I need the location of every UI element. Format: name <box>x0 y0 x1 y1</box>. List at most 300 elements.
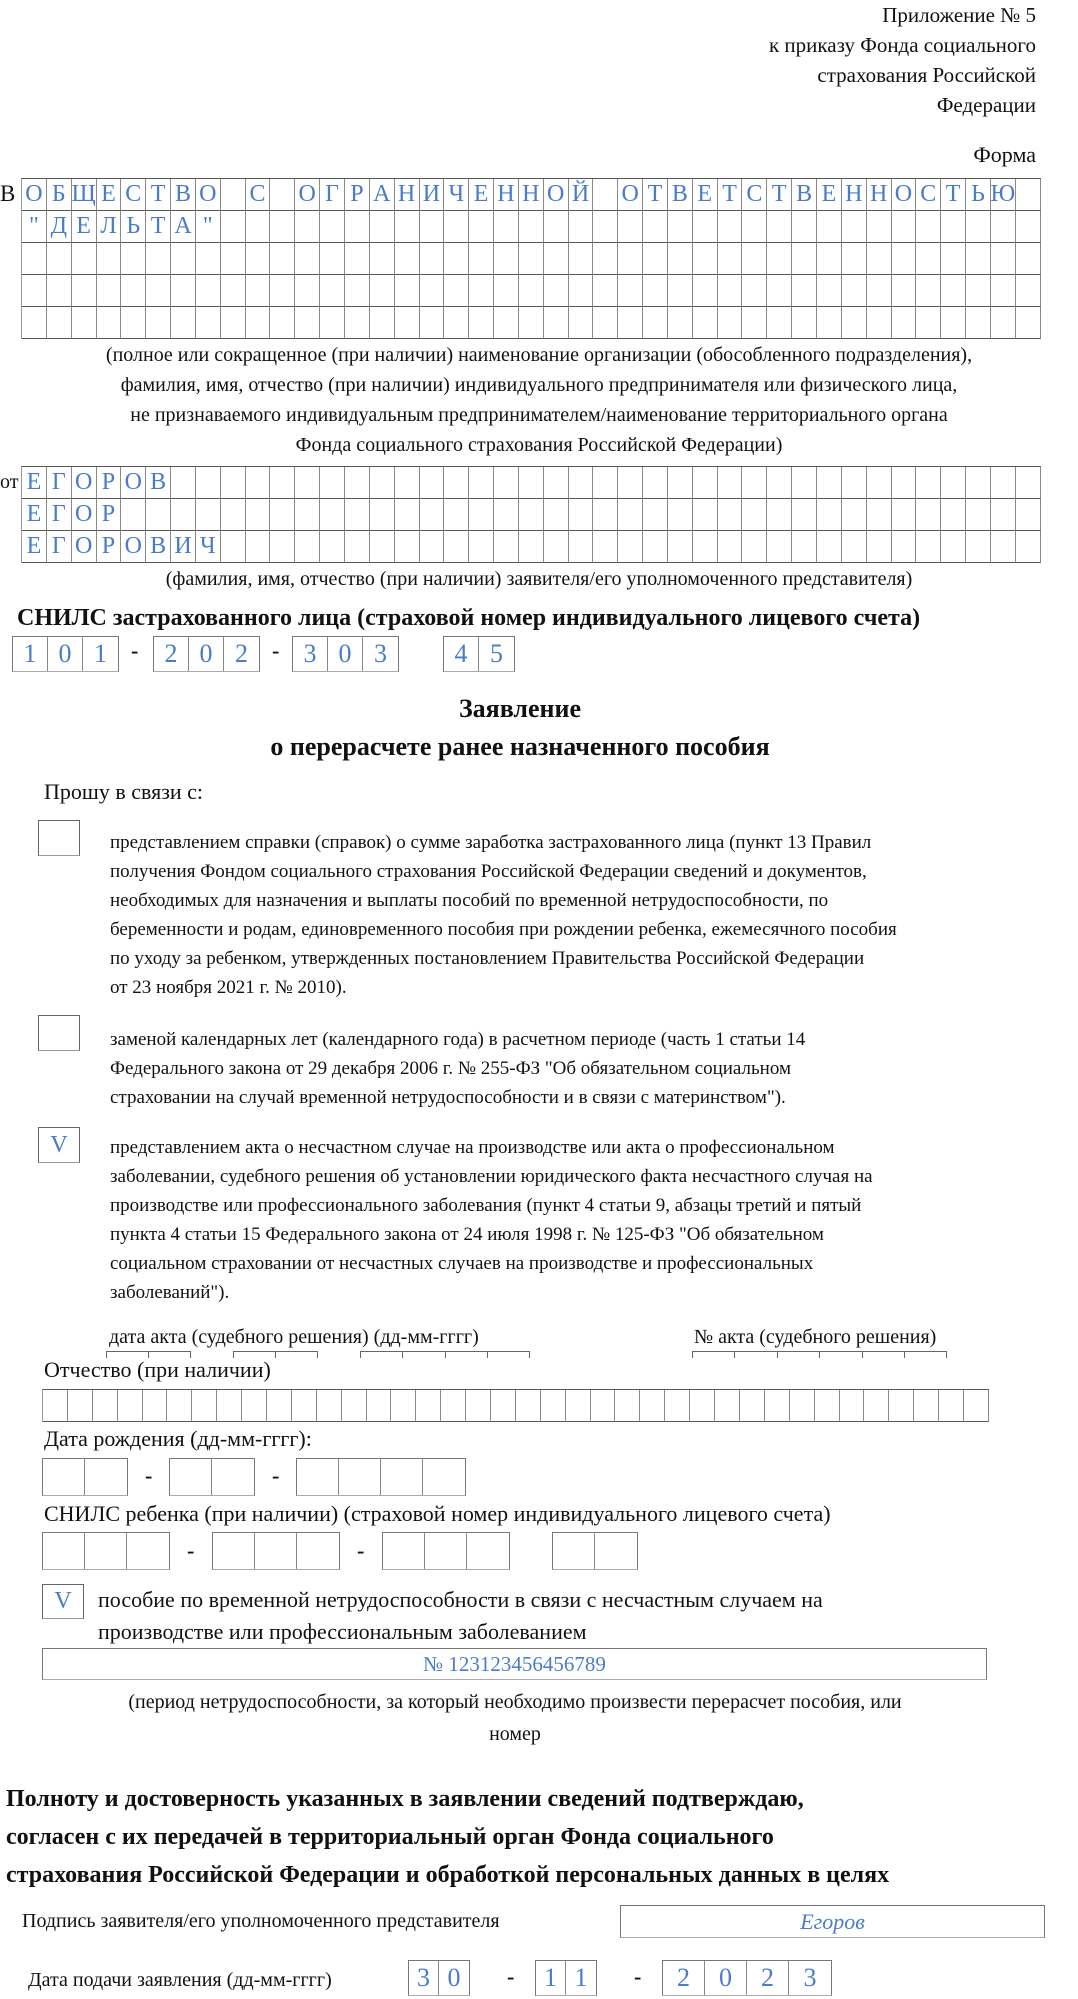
letter-cell[interactable] <box>790 1390 815 1422</box>
letter-cell[interactable] <box>966 275 991 307</box>
letter-cell[interactable] <box>196 467 221 499</box>
letter-cell[interactable] <box>270 531 295 563</box>
option-1-checkbox[interactable] <box>38 820 80 856</box>
letter-cell[interactable] <box>295 211 320 243</box>
letter-cell[interactable] <box>892 211 917 243</box>
recipient-name-grid[interactable] <box>21 178 1041 339</box>
letter-cell[interactable]: В <box>146 467 171 499</box>
letter-cell[interactable]: О <box>544 179 569 211</box>
letter-cell[interactable] <box>221 307 246 339</box>
letter-cell[interactable] <box>72 243 97 275</box>
letter-cell[interactable] <box>668 243 693 275</box>
letter-cell[interactable] <box>569 275 594 307</box>
letter-cell[interactable] <box>593 211 618 243</box>
letter-cell[interactable] <box>441 1390 466 1422</box>
letter-cell[interactable] <box>196 243 221 275</box>
letter-cell[interactable] <box>792 243 817 275</box>
letter-cell[interactable] <box>494 499 519 531</box>
letter-cell[interactable]: Т <box>146 211 171 243</box>
letter-cell[interactable] <box>370 243 395 275</box>
letter-cell[interactable] <box>668 499 693 531</box>
letter-cell[interactable] <box>693 499 718 531</box>
submission-month-boxes[interactable] <box>535 1960 597 1996</box>
letter-cell[interactable] <box>991 467 1016 499</box>
letter-cell[interactable] <box>246 275 271 307</box>
letter-cell[interactable] <box>792 307 817 339</box>
letter-cell[interactable] <box>221 243 246 275</box>
letter-cell[interactable] <box>295 243 320 275</box>
letter-cell[interactable] <box>444 499 469 531</box>
letter-cell[interactable] <box>395 531 420 563</box>
letter-cell[interactable] <box>767 307 792 339</box>
letter-cell[interactable] <box>991 243 1016 275</box>
letter-cell[interactable] <box>171 467 196 499</box>
letter-cell[interactable] <box>867 275 892 307</box>
letter-cell[interactable]: В <box>171 179 196 211</box>
child-snils-group-2[interactable] <box>212 1532 340 1570</box>
letter-cell[interactable] <box>395 211 420 243</box>
letter-cell[interactable]: Б <box>47 179 72 211</box>
letter-cell[interactable] <box>47 243 72 275</box>
letter-cell[interactable] <box>792 211 817 243</box>
letter-cell[interactable] <box>966 467 991 499</box>
letter-cell[interactable]: О <box>121 467 146 499</box>
letter-cell[interactable] <box>395 275 420 307</box>
letter-cell[interactable] <box>342 1390 367 1422</box>
letter-cell[interactable] <box>491 1390 516 1422</box>
letter-cell[interactable] <box>370 531 395 563</box>
letter-cell[interactable] <box>519 499 544 531</box>
applicant-name-grid[interactable] <box>21 466 1041 563</box>
letter-cell[interactable] <box>840 1390 865 1422</box>
letter-cell[interactable] <box>43 1390 68 1422</box>
letter-cell[interactable]: С <box>246 179 271 211</box>
letter-cell[interactable] <box>643 307 668 339</box>
letter-cell[interactable] <box>221 211 246 243</box>
letter-cell[interactable] <box>519 275 544 307</box>
letter-cell[interactable] <box>320 243 345 275</box>
letter-cell[interactable] <box>618 531 643 563</box>
letter-cell[interactable] <box>192 1390 217 1422</box>
letter-cell[interactable]: А <box>171 211 196 243</box>
letter-cell[interactable] <box>593 275 618 307</box>
letter-cell[interactable] <box>593 243 618 275</box>
letter-cell[interactable] <box>569 307 594 339</box>
letter-cell[interactable] <box>591 1390 616 1422</box>
letter-cell[interactable] <box>22 275 47 307</box>
letter-cell[interactable]: О <box>618 179 643 211</box>
letter-cell[interactable] <box>1016 243 1041 275</box>
letter-cell[interactable]: Е <box>72 211 97 243</box>
letter-cell[interactable] <box>320 211 345 243</box>
letter-cell[interactable] <box>991 499 1016 531</box>
letter-cell[interactable] <box>494 307 519 339</box>
letter-cell[interactable]: Е <box>693 179 718 211</box>
letter-cell[interactable] <box>221 179 246 211</box>
letter-cell[interactable] <box>643 499 668 531</box>
letter-cell[interactable] <box>221 499 246 531</box>
letter-cell[interactable] <box>867 467 892 499</box>
letter-cell[interactable] <box>817 499 842 531</box>
letter-cell[interactable] <box>391 1390 416 1422</box>
letter-cell[interactable]: Г <box>320 179 345 211</box>
letter-cell[interactable] <box>121 499 146 531</box>
letter-cell[interactable] <box>519 531 544 563</box>
letter-cell[interactable] <box>643 531 668 563</box>
letter-cell[interactable] <box>718 531 743 563</box>
letter-cell[interactable]: Т <box>941 179 966 211</box>
letter-cell[interactable] <box>742 211 767 243</box>
letter-cell[interactable] <box>742 531 767 563</box>
letter-cell[interactable] <box>867 531 892 563</box>
letter-cell[interactable] <box>345 499 370 531</box>
letter-cell[interactable]: А <box>370 179 395 211</box>
letter-cell[interactable] <box>118 1390 143 1422</box>
letter-cell[interactable] <box>519 307 544 339</box>
letter-cell[interactable] <box>420 467 445 499</box>
letter-cell[interactable] <box>345 275 370 307</box>
letter-cell[interactable] <box>966 531 991 563</box>
letter-cell[interactable] <box>718 467 743 499</box>
letter-cell[interactable] <box>817 531 842 563</box>
letter-cell[interactable] <box>494 211 519 243</box>
letter-cell[interactable] <box>345 307 370 339</box>
letter-cell[interactable]: Ч <box>444 179 469 211</box>
letter-cell[interactable]: О <box>196 179 221 211</box>
letter-cell[interactable] <box>792 499 817 531</box>
letter-cell[interactable] <box>171 275 196 307</box>
letter-cell[interactable] <box>668 211 693 243</box>
letter-cell[interactable]: О <box>295 179 320 211</box>
letter-cell[interactable] <box>693 467 718 499</box>
letter-cell[interactable] <box>317 1390 342 1422</box>
submission-year-boxes[interactable] <box>662 1960 832 1996</box>
letter-cell[interactable] <box>916 243 941 275</box>
letter-cell[interactable] <box>544 211 569 243</box>
letter-cell[interactable] <box>966 243 991 275</box>
letter-cell[interactable] <box>668 307 693 339</box>
letter-cell[interactable] <box>618 275 643 307</box>
letter-cell[interactable] <box>593 467 618 499</box>
letter-cell[interactable]: " <box>22 211 47 243</box>
letter-cell[interactable]: Р <box>97 467 122 499</box>
letter-cell[interactable] <box>842 467 867 499</box>
letter-cell[interactable] <box>444 307 469 339</box>
letter-cell[interactable] <box>146 243 171 275</box>
snils-group-3[interactable] <box>292 636 399 672</box>
letter-cell[interactable] <box>618 499 643 531</box>
letter-cell[interactable]: Н <box>519 179 544 211</box>
letter-cell[interactable] <box>693 307 718 339</box>
letter-cell[interactable] <box>742 243 767 275</box>
letter-cell[interactable] <box>792 275 817 307</box>
letter-cell[interactable] <box>469 211 494 243</box>
letter-cell[interactable] <box>618 211 643 243</box>
letter-cell[interactable]: Ь <box>121 211 146 243</box>
letter-cell[interactable]: Е <box>22 467 47 499</box>
letter-cell[interactable] <box>370 211 395 243</box>
letter-cell[interactable] <box>718 211 743 243</box>
letter-cell[interactable] <box>72 307 97 339</box>
letter-cell[interactable] <box>842 243 867 275</box>
letter-cell[interactable] <box>842 211 867 243</box>
signature-field[interactable] <box>620 1905 1045 1938</box>
letter-cell[interactable] <box>1016 211 1041 243</box>
letter-cell[interactable] <box>242 1390 267 1422</box>
letter-cell[interactable]: О <box>72 531 97 563</box>
letter-cell[interactable] <box>544 467 569 499</box>
letter-cell[interactable]: Т <box>643 179 668 211</box>
letter-cell[interactable] <box>966 499 991 531</box>
letter-cell[interactable] <box>718 499 743 531</box>
letter-cell[interactable] <box>345 467 370 499</box>
letter-cell[interactable] <box>916 211 941 243</box>
letter-cell[interactable]: Н <box>395 179 420 211</box>
letter-cell[interactable] <box>516 1390 541 1422</box>
option-2-checkbox[interactable] <box>38 1015 80 1051</box>
letter-cell[interactable] <box>569 531 594 563</box>
letter-cell[interactable] <box>420 211 445 243</box>
letter-cell[interactable]: Р <box>345 179 370 211</box>
letter-cell[interactable]: Ю <box>991 179 1016 211</box>
letter-cell[interactable] <box>892 275 917 307</box>
letter-cell[interactable] <box>941 307 966 339</box>
letter-cell[interactable]: Р <box>97 499 122 531</box>
letter-cell[interactable] <box>444 211 469 243</box>
letter-cell[interactable]: Й <box>569 179 594 211</box>
birth-year-boxes[interactable] <box>296 1458 466 1496</box>
letter-cell[interactable] <box>867 243 892 275</box>
letter-cell[interactable] <box>221 531 246 563</box>
letter-cell[interactable] <box>469 275 494 307</box>
letter-cell[interactable] <box>892 499 917 531</box>
letter-cell[interactable]: Т <box>767 179 792 211</box>
letter-cell[interactable] <box>420 275 445 307</box>
letter-cell[interactable] <box>742 307 767 339</box>
letter-cell[interactable] <box>914 1390 939 1422</box>
letter-cell[interactable] <box>842 275 867 307</box>
letter-cell[interactable] <box>469 243 494 275</box>
letter-cell[interactable] <box>864 1390 889 1422</box>
letter-cell[interactable] <box>939 1390 964 1422</box>
birth-day-boxes[interactable] <box>42 1458 128 1496</box>
letter-cell[interactable] <box>444 275 469 307</box>
letter-cell[interactable] <box>643 243 668 275</box>
letter-cell[interactable] <box>618 307 643 339</box>
letter-cell[interactable]: О <box>892 179 917 211</box>
letter-cell[interactable] <box>246 467 271 499</box>
letter-cell[interactable] <box>292 1390 317 1422</box>
snils-group-1[interactable] <box>12 636 119 672</box>
letter-cell[interactable] <box>668 275 693 307</box>
letter-cell[interactable] <box>295 531 320 563</box>
letter-cell[interactable] <box>270 499 295 531</box>
letter-cell[interactable] <box>97 275 122 307</box>
letter-cell[interactable] <box>941 531 966 563</box>
letter-cell[interactable] <box>47 275 72 307</box>
letter-cell[interactable] <box>544 275 569 307</box>
letter-cell[interactable] <box>22 307 47 339</box>
letter-cell[interactable] <box>941 211 966 243</box>
letter-cell[interactable] <box>842 499 867 531</box>
letter-cell[interactable] <box>964 1390 989 1422</box>
letter-cell[interactable] <box>121 275 146 307</box>
letter-cell[interactable] <box>345 531 370 563</box>
letter-cell[interactable]: В <box>792 179 817 211</box>
letter-cell[interactable] <box>217 1390 242 1422</box>
letter-cell[interactable]: Р <box>97 531 122 563</box>
letter-cell[interactable] <box>246 531 271 563</box>
letter-cell[interactable]: Е <box>817 179 842 211</box>
letter-cell[interactable] <box>767 499 792 531</box>
letter-cell[interactable]: Е <box>22 499 47 531</box>
child-patronymic-grid[interactable] <box>42 1389 989 1422</box>
letter-cell[interactable] <box>196 275 221 307</box>
letter-cell[interactable] <box>143 1390 168 1422</box>
letter-cell[interactable] <box>519 211 544 243</box>
letter-cell[interactable] <box>618 467 643 499</box>
letter-cell[interactable] <box>68 1390 93 1422</box>
letter-cell[interactable] <box>718 275 743 307</box>
letter-cell[interactable] <box>566 1390 591 1422</box>
benefit-period-field[interactable] <box>42 1648 987 1680</box>
letter-cell[interactable] <box>991 531 1016 563</box>
letter-cell[interactable]: И <box>171 531 196 563</box>
letter-cell[interactable] <box>1016 467 1041 499</box>
letter-cell[interactable] <box>93 1390 118 1422</box>
snils-group-4[interactable] <box>443 636 515 672</box>
letter-cell[interactable] <box>221 467 246 499</box>
letter-cell[interactable] <box>270 307 295 339</box>
letter-cell[interactable]: В <box>668 179 693 211</box>
letter-cell[interactable]: Л <box>97 211 122 243</box>
letter-cell[interactable] <box>444 531 469 563</box>
letter-cell[interactable]: О <box>121 531 146 563</box>
letter-cell[interactable] <box>270 179 295 211</box>
letter-cell[interactable] <box>668 531 693 563</box>
letter-cell[interactable] <box>270 275 295 307</box>
letter-cell[interactable] <box>815 1390 840 1422</box>
letter-cell[interactable] <box>544 499 569 531</box>
snils-group-2[interactable] <box>153 636 260 672</box>
letter-cell[interactable] <box>246 211 271 243</box>
letter-cell[interactable] <box>767 275 792 307</box>
letter-cell[interactable] <box>121 243 146 275</box>
letter-cell[interactable] <box>742 275 767 307</box>
letter-cell[interactable] <box>593 531 618 563</box>
letter-cell[interactable] <box>395 467 420 499</box>
letter-cell[interactable]: Г <box>47 499 72 531</box>
letter-cell[interactable] <box>941 499 966 531</box>
letter-cell[interactable] <box>270 467 295 499</box>
letter-cell[interactable]: Щ <box>72 179 97 211</box>
letter-cell[interactable]: " <box>196 211 221 243</box>
letter-cell[interactable] <box>267 1390 292 1422</box>
act-number-boxes[interactable] <box>692 1351 947 1358</box>
letter-cell[interactable] <box>966 211 991 243</box>
letter-cell[interactable] <box>146 275 171 307</box>
letter-cell[interactable]: Д <box>47 211 72 243</box>
letter-cell[interactable] <box>196 499 221 531</box>
letter-cell[interactable] <box>494 243 519 275</box>
letter-cell[interactable] <box>469 467 494 499</box>
letter-cell[interactable] <box>146 499 171 531</box>
letter-cell[interactable] <box>320 275 345 307</box>
letter-cell[interactable] <box>892 307 917 339</box>
letter-cell[interactable] <box>345 211 370 243</box>
letter-cell[interactable] <box>469 531 494 563</box>
letter-cell[interactable] <box>444 467 469 499</box>
letter-cell[interactable] <box>1016 499 1041 531</box>
letter-cell[interactable]: Г <box>47 467 72 499</box>
letter-cell[interactable] <box>916 531 941 563</box>
letter-cell[interactable] <box>420 243 445 275</box>
letter-cell[interactable]: С <box>916 179 941 211</box>
letter-cell[interactable] <box>767 467 792 499</box>
letter-cell[interactable] <box>889 1390 914 1422</box>
letter-cell[interactable] <box>817 275 842 307</box>
letter-cell[interactable] <box>320 531 345 563</box>
letter-cell[interactable] <box>171 243 196 275</box>
letter-cell[interactable] <box>171 307 196 339</box>
child-snils-group-3[interactable] <box>382 1532 510 1570</box>
letter-cell[interactable] <box>916 499 941 531</box>
letter-cell[interactable] <box>569 499 594 531</box>
letter-cell[interactable] <box>345 243 370 275</box>
letter-cell[interactable] <box>146 307 171 339</box>
letter-cell[interactable] <box>22 243 47 275</box>
letter-cell[interactable]: Г <box>47 531 72 563</box>
letter-cell[interactable] <box>817 211 842 243</box>
letter-cell[interactable]: С <box>742 179 767 211</box>
letter-cell[interactable]: Е <box>97 179 122 211</box>
letter-cell[interactable] <box>494 531 519 563</box>
letter-cell[interactable] <box>817 243 842 275</box>
letter-cell[interactable]: Н <box>867 179 892 211</box>
letter-cell[interactable] <box>643 211 668 243</box>
letter-cell[interactable] <box>693 275 718 307</box>
option-3-checkbox[interactable]: V <box>38 1127 80 1163</box>
letter-cell[interactable]: О <box>72 499 97 531</box>
letter-cell[interactable] <box>569 243 594 275</box>
letter-cell[interactable] <box>817 307 842 339</box>
letter-cell[interactable]: Ч <box>196 531 221 563</box>
letter-cell[interactable] <box>643 467 668 499</box>
letter-cell[interactable] <box>469 499 494 531</box>
letter-cell[interactable] <box>367 1390 392 1422</box>
letter-cell[interactable] <box>892 467 917 499</box>
letter-cell[interactable] <box>665 1390 690 1422</box>
letter-cell[interactable] <box>295 499 320 531</box>
letter-cell[interactable] <box>420 307 445 339</box>
letter-cell[interactable] <box>370 307 395 339</box>
letter-cell[interactable]: О <box>72 467 97 499</box>
letter-cell[interactable] <box>72 275 97 307</box>
letter-cell[interactable] <box>593 179 618 211</box>
letter-cell[interactable] <box>867 307 892 339</box>
letter-cell[interactable] <box>444 243 469 275</box>
letter-cell[interactable] <box>718 307 743 339</box>
letter-cell[interactable] <box>569 467 594 499</box>
letter-cell[interactable] <box>991 275 1016 307</box>
letter-cell[interactable] <box>817 467 842 499</box>
letter-cell[interactable] <box>941 467 966 499</box>
letter-cell[interactable] <box>892 243 917 275</box>
letter-cell[interactable] <box>270 243 295 275</box>
letter-cell[interactable] <box>246 243 271 275</box>
letter-cell[interactable] <box>370 467 395 499</box>
letter-cell[interactable] <box>569 211 594 243</box>
